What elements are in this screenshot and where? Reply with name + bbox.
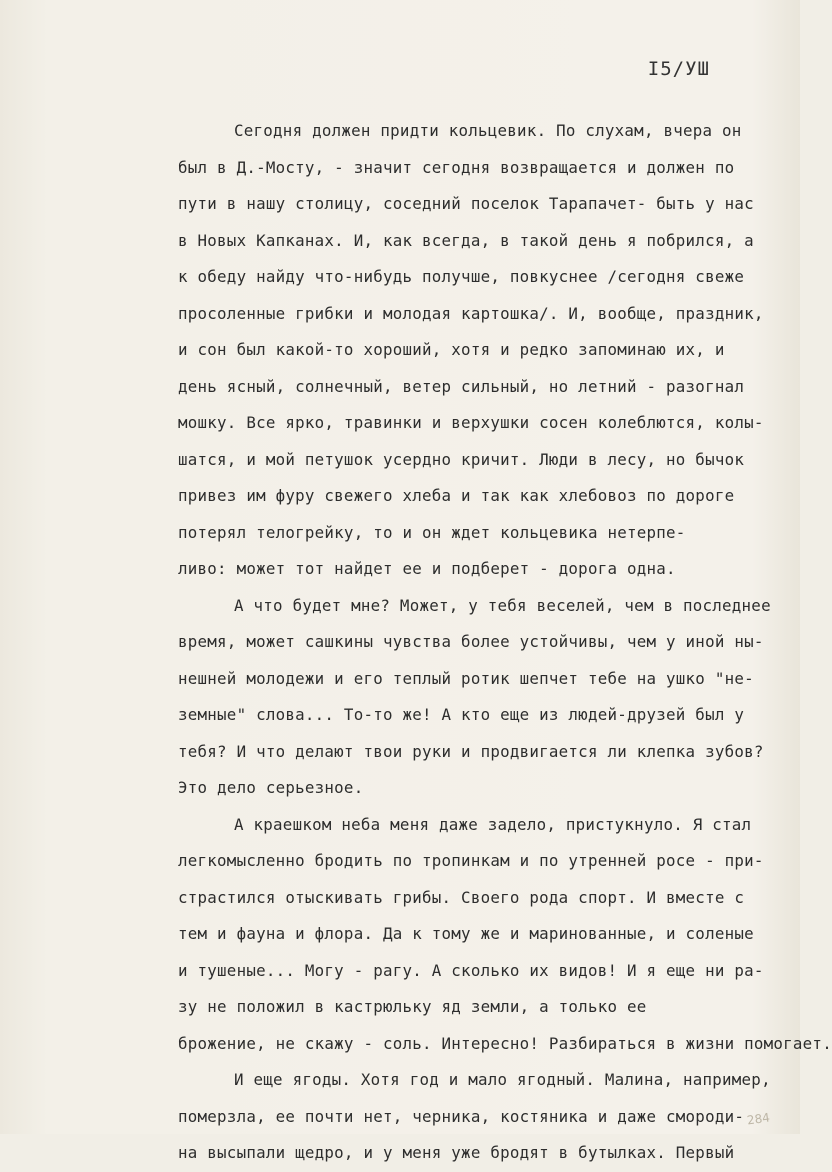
text-line: на высыпали щедро, и у меня уже бродят в бутылках. Первый [178, 1143, 735, 1162]
text-line: Это дело серьезное. [178, 778, 364, 797]
text-line: время, может сашкины чувства более устойчивы, чем у иной ны- [178, 632, 764, 651]
text-line: привез им фуру свежего хлеба и так как хлебовоз по дороге [178, 486, 735, 505]
text-line: день ясный, солнечный, ветер сильный, но летний - разогнал [178, 376, 745, 396]
text-line: тем и фауна и флора. Да к тому же и маринованные, и соленые [178, 924, 754, 943]
text-line: зу не положил в кастрюльку яд земли, а только ее [178, 997, 647, 1016]
text-line: просоленные грибки и молодая картошка/. И, вообще, праздник, [178, 303, 764, 323]
page-number: I5/УШ [647, 58, 710, 80]
text-line: потерял телогрейку, то и он ждет кольцевика нетерпе- [178, 522, 686, 542]
text-line: и сон был какой-то хороший, хотя и редко запоминаю их, и [178, 340, 725, 359]
text-line: в Новых Капканах. И, как всегда, в такой день я побрился, а [178, 230, 754, 250]
text-line: А краешком неба меня даже задело, пристукнуло. Я стал [234, 814, 752, 834]
text-line: пути в нашу столицу, соседний поселок Тарапачет- быть у нас [178, 194, 754, 213]
text-line: брожение, не скажу - соль. Интересно! Разбираться в жизни помогает. [178, 1033, 832, 1053]
text-line: шатся, и мой петушок усердно кричит. Люди в лесу, но бычок [178, 449, 745, 469]
text-line: мошку. Все ярко, травинки и верхушки сосен колеблются, колы- [178, 413, 764, 432]
text-line: и тушеные... Могу - рагу. А сколько их видов! И я еще ни ра- [178, 960, 764, 980]
text-line: земные" слова... То-то же! А кто еще из людей-друзей был у [178, 705, 745, 724]
text-line: нешней молодежи и его теплый ротик шепчет тебе на ушко "не- [178, 668, 754, 688]
text-line: И еще ягоды. Хотя год и мало ягодный. Малина, например, [234, 1070, 771, 1089]
text-line: ливо: может тот найдет ее и подберет - дорога одна. [178, 559, 676, 578]
text-line: легкомысленно бродить по тропинкам и по утренней росе - при- [178, 851, 764, 870]
text-line: страстился отыскивать грибы. Своего рода спорт. И вместе с [178, 887, 745, 907]
archive-folio-mark: 284 [746, 1110, 771, 1128]
text-line: был в Д.-Мосту, - значит сегодня возвращается и должен по [178, 157, 735, 177]
text-line: Сегодня должен придти кольцевик. По слухам, вчера он [234, 121, 742, 140]
text-line: к обеду найду что-нибудь получше, повкуснее /сегодня свеже [178, 267, 745, 286]
text-line: А что будет мне? Может, у тебя веселей, чем в последнее [234, 595, 771, 615]
letter-body [178, 113, 832, 1172]
text-line: тебя? И что делают твои руки и продвигается ли клепка зубов? [178, 741, 764, 761]
text-line: померзла, ее почти нет, черника, костяника и даже смороди- [178, 1106, 745, 1126]
